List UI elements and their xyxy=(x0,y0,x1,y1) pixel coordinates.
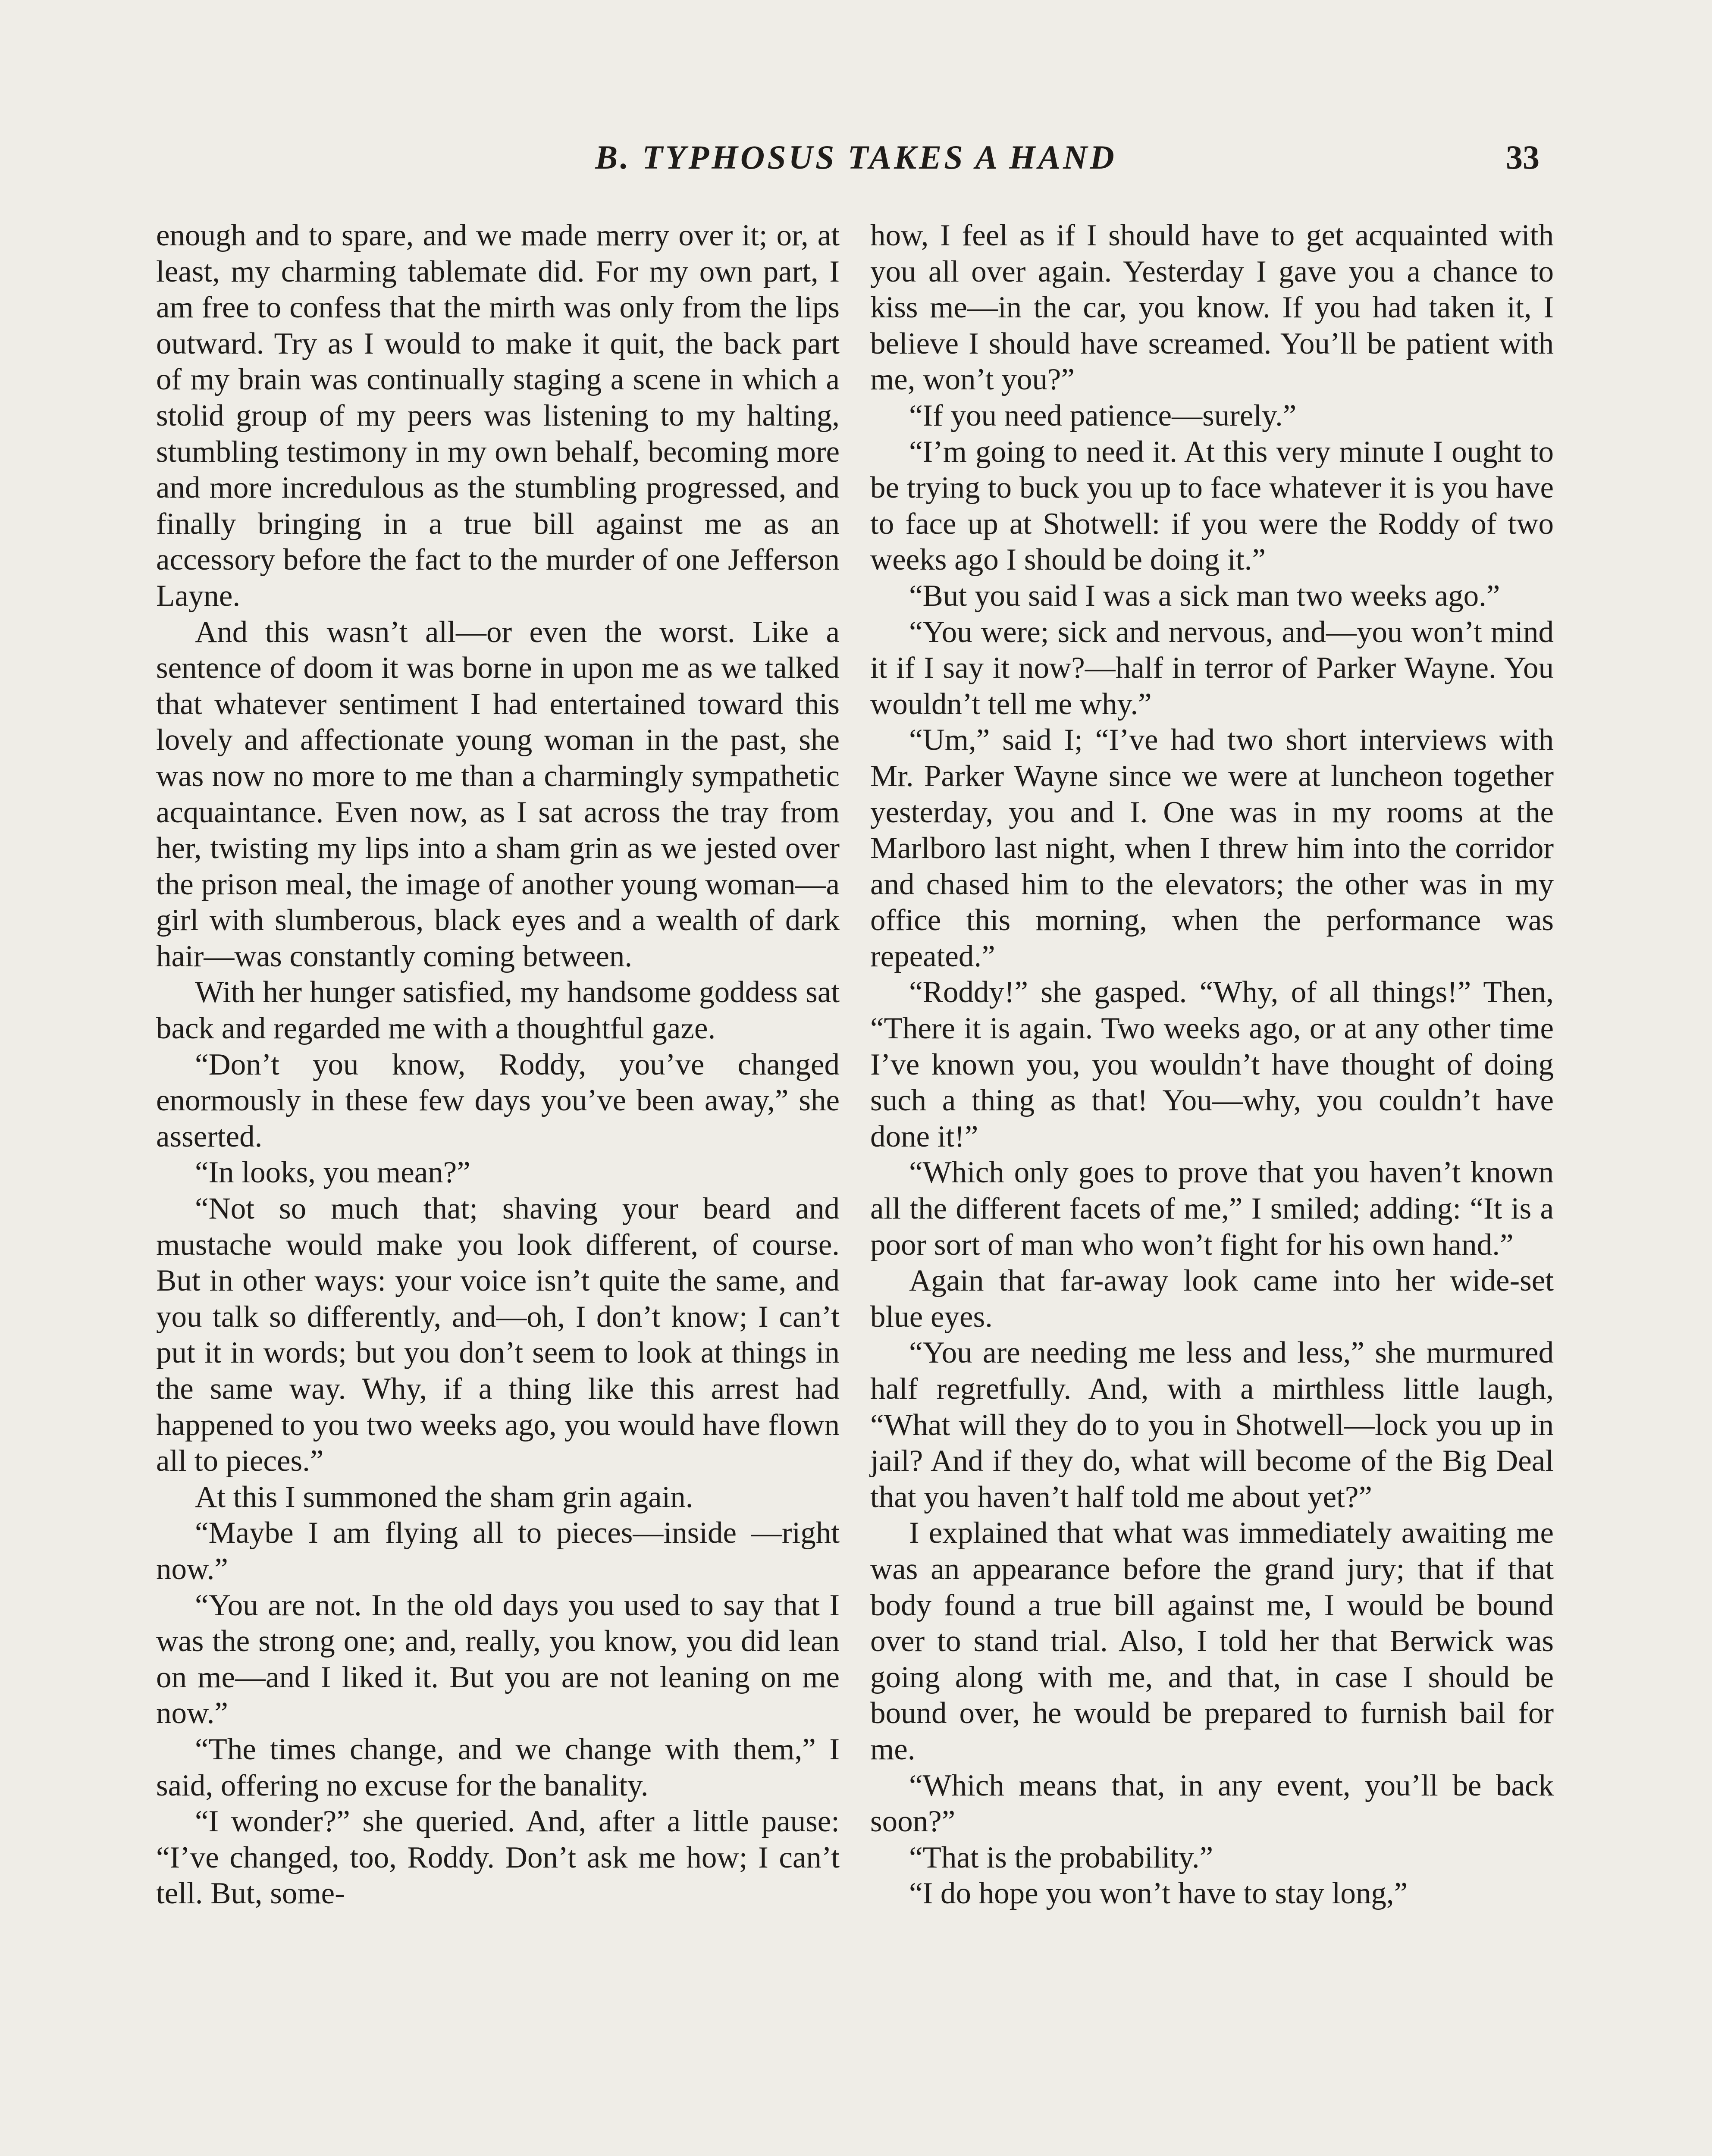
paragraph: “Which means that, in any event, you’ll be back soon?” xyxy=(870,1768,1554,1839)
paragraph: “Don’t you know, Roddy, you’ve changed enormously in these few days you’ve been away,” she asserted. xyxy=(156,1047,840,1153)
right-column xyxy=(870,218,1554,1912)
chapter-title: B. TYPHOSUS TAKES A HAND xyxy=(595,138,1117,176)
paragraph: “In looks, you mean?” xyxy=(195,1156,470,1190)
paragraph: “You are needing me less and less,” she murmured half regretfully. And, with a mirthless little laugh, “What will they do to you in Shotwell—lock you up in jail? And if they do, what will become of the Big Deal that you haven’t half told me about yet?” xyxy=(870,1336,1554,1514)
paragraph: how, I feel as if I should have to get acquainted with you all over again. Yesterday I gave you a chance to kiss me—in the car, you know. If you had taken it, I believe I should have screamed. You’ll be patient with me, won’t you?” xyxy=(870,219,1554,397)
paragraph: “Roddy!” she gasped. “Why, of all things!” Then, “There it is again. Two weeks ago, or at any other time I’ve known you, you wouldn’t have thought of doing such a thing as that! You—why, you couldn’t have done it!” xyxy=(870,975,1554,1153)
page-number: 33 xyxy=(1506,138,1540,176)
paragraph: “I’m going to need it. At this very minute I ought to be trying to buck you up to face whatever it is you have to face up at Shotwell: if you were the Roddy of two weeks ago I should be doing it.” xyxy=(870,435,1554,577)
paragraph: “I do hope you won’t have to stay long,” xyxy=(909,1877,1408,1911)
paragraph: “You are not. In the old days you used to say that I was the strong one; and, really, you know, you did lean on me—and I liked it. But you are not leaning on me now.” xyxy=(156,1588,840,1730)
paragraph: “Um,” said I; “I’ve had two short interviews with Mr. Parker Wayne since we were at luncheon together yesterday, you and I. One was in my rooms at the Marlboro last night, when I threw him into the corridor and chased him to the elevators; the other was in my office this morning, when the performance was repeated.” xyxy=(870,723,1554,973)
paragraph: enough and to spare, and we made merry over it; or, at least, my charming tablemate did. For my own part, I am free to confess that the mirth was only from the lips outward. Try as I would to make it quit, the back part of my brain was continually staging a scene in which a stolid group of my peers was listening to my halting, stumbling testimony in my own behalf, becoming more and more incredulous as the stumbling progressed, and finally bringing in a true bill against me as an accessory before the fact to the murder of one Jefferson Layne. xyxy=(156,219,840,613)
paragraph: “But you said I was a sick man two weeks ago.” xyxy=(909,579,1500,613)
paragraph: “You were; sick and nervous, and—you won’t mind it if I say it now?—half in terror of Parker Wayne. You wouldn’t tell me why.” xyxy=(870,615,1554,721)
paragraph: At this I summoned the sham grin again. xyxy=(195,1480,693,1514)
paragraph: “Maybe I am flying all to pieces—inside —right now.” xyxy=(156,1516,840,1586)
paragraph: “That is the probability.” xyxy=(909,1840,1213,1874)
running-head xyxy=(0,138,1712,190)
paragraph: With her hunger satisfied, my handsome goddess sat back and regarded me with a thoughtful gaze. xyxy=(156,975,840,1046)
paragraph: “Which only goes to prove that you haven’t known all the different facets of me,” I smiled; adding: “It is a poor sort of man who won’t fight for his own hand.” xyxy=(870,1156,1554,1262)
paragraph: “If you need patience—surely.” xyxy=(909,398,1297,432)
paragraph: “The times change, and we change with them,” I said, offering no excuse for the banality. xyxy=(156,1732,840,1802)
paragraph: I explained that what was immediately awaiting me was an appearance before the grand jury; that if that body found a true bill against me, I would be bound over to stand trial. Also, I told her that Berwick was going along with me, and that, in case I should be bound over, he would be prepared to furnish bail for me. xyxy=(870,1516,1554,1766)
paragraph: “I wonder?” she queried. And, after a little pause: “I’ve changed, too, Roddy. Don’t ask me how; I can’t tell. But, some- xyxy=(156,1805,840,1911)
left-column xyxy=(156,218,840,1912)
paragraph: And this wasn’t all—or even the worst. Like a sentence of doom it was borne in upon me as we talked that whatever sentiment I had entertained toward this lovely and affectionate young woman in the past, she was now no more to me than a charmingly sympathetic acquaintance. Even now, as I sat across the tray from her, twisting my lips into a sham grin as we jested over the prison meal, the image of another young woman—a girl with slumberous, black eyes and a wealth of dark hair—was constantly coming between. xyxy=(156,615,840,973)
paragraph: Again that far-away look came into her wide-set blue eyes. xyxy=(870,1264,1554,1334)
paragraph: “Not so much that; shaving your beard and mustache would make you look different, of course. But in other ways: your voice isn’t quite the same, and you talk so differently, and—oh, I don’t know; I can’t put it in words; but you don’t seem to look at things in the same way. Why, if a thing like this arrest had happened to you two weeks ago, you would have flown all to pieces.” xyxy=(156,1192,840,1478)
